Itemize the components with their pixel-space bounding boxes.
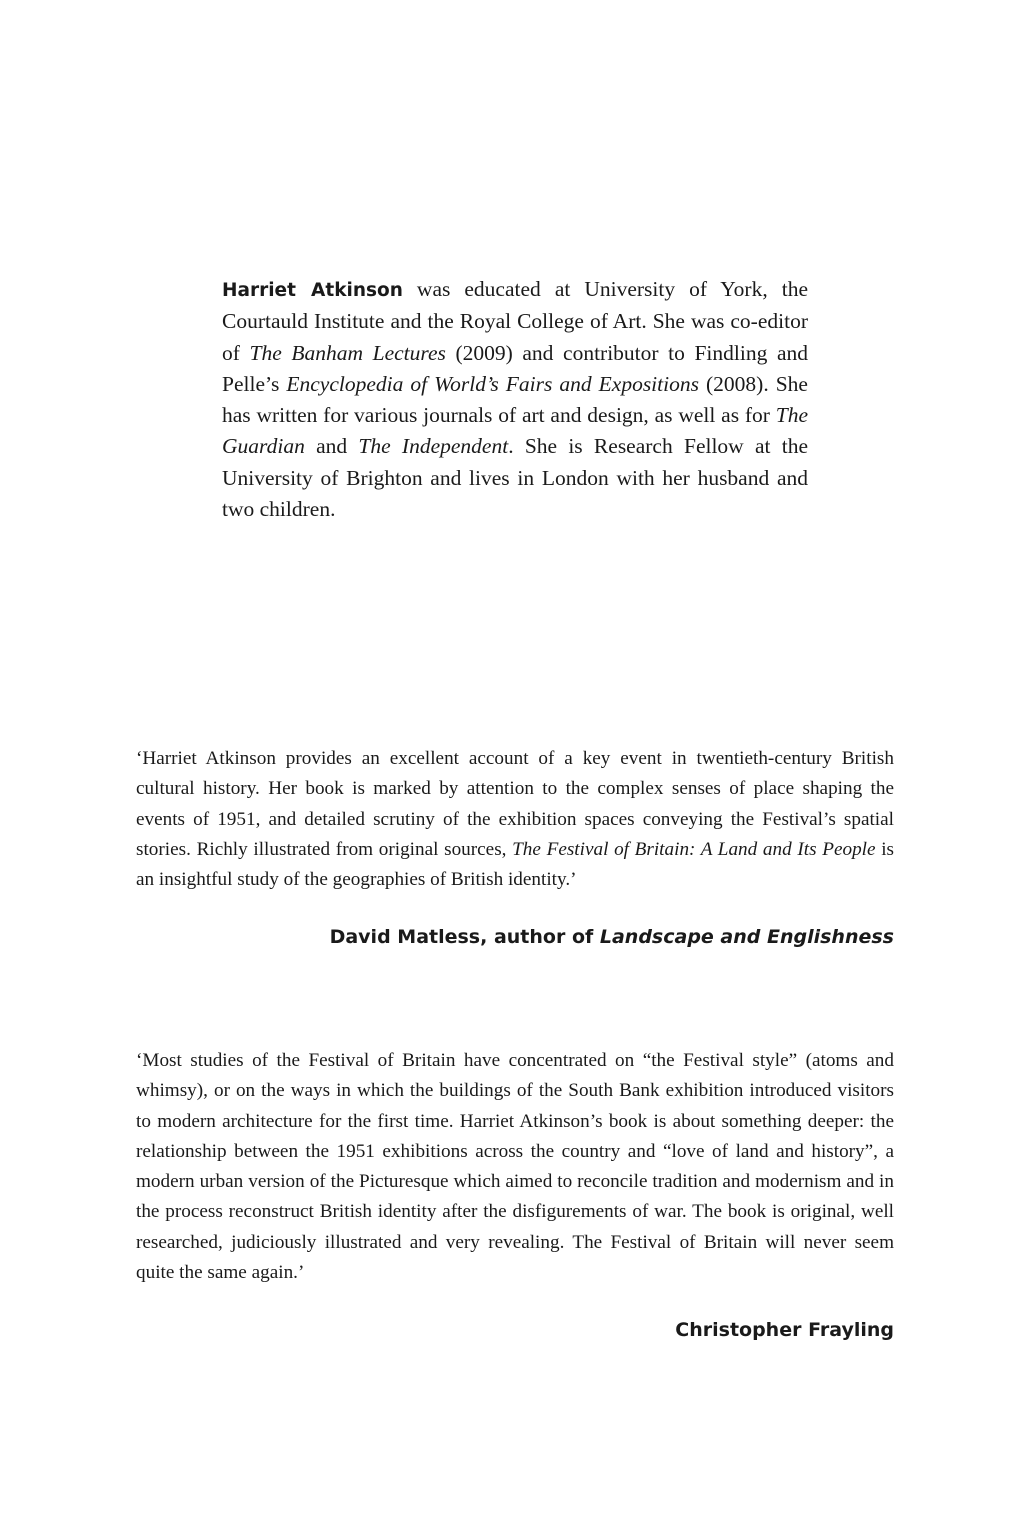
- review-attribution-1: [330, 926, 894, 948]
- bio-publication-title: The Independent: [358, 434, 509, 459]
- author-name: Harriet Atkinson: [222, 280, 403, 301]
- bio-book-title: The Banham Lectures: [249, 340, 446, 365]
- review-quote-2: ‘Most studies of the Festival of Britain have concentrated on “the Festival style” (atoms and whimsy), or on the ways in which the buildings of the South Bank exhibition introduced visitors to modern architecture for the first time. Harriet Atkinson’s book is about something deeper: the relationship between the 1951 exhibitions across the country and “love of land and history”, a modern urban version of the Picturesque which aimed to reconcile tradition and modernism and in the process reconstruct British identity after the disfigurements of war. The book is original, well researched, judiciously illustrated and very revealing. The Festival of Britain will never seem quite the same again.’: [136, 1050, 894, 1284]
- quote-text: is an insightful study of the geographies of British identity.’: [136, 838, 894, 891]
- bio-text: (2008). She has written for various journals of art and design, as well as for: [222, 371, 808, 428]
- author-bio: [222, 274, 808, 525]
- quote-book-title: The Festival of Britain: A Land and Its People: [512, 838, 876, 860]
- bio-text: and: [304, 434, 359, 459]
- bio-book-title: Encyclopedia of World’s Fairs and Expositions: [286, 371, 699, 396]
- quote-text: ‘Harriet Atkinson provides an excellent account of a key event in twentieth-century British cultural history. Her book is marked by attention to the complex senses of place shaping the events of 1951, and detailed scrutiny of the exhibition spaces conveying the Festival’s spatial stories. Richly illustrated from original sources,: [136, 748, 894, 860]
- bio-publication-title: The Guardian: [222, 403, 808, 459]
- attribution-name: David Matless, author of: [329, 926, 600, 948]
- review-attribution-2: Christopher Frayling: [675, 1319, 894, 1341]
- attribution-book-title: Landscape and Englishness: [599, 926, 894, 948]
- bio-text: (2009) and contributor to Findling and Pelle’s: [222, 340, 808, 396]
- bio-text: was educated at University of York, the Courtauld Institute and the Royal College of Art. She was co-editor of: [222, 277, 808, 365]
- review-quote-1: [136, 744, 894, 895]
- bio-text: . She is Research Fellow at the University of Brighton and lives in London with her husband and two children.: [222, 434, 809, 522]
